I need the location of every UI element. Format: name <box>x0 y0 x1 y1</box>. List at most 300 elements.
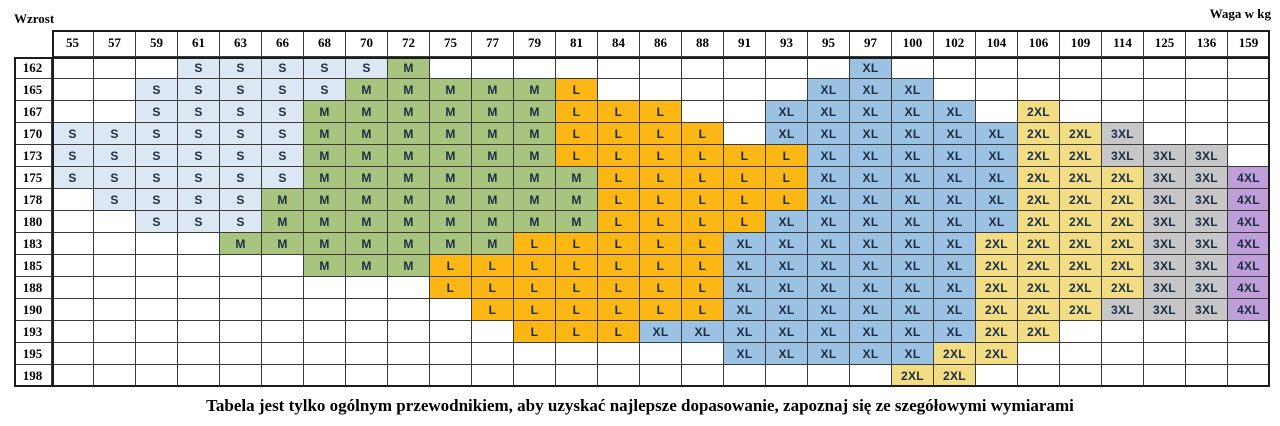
empty-cell <box>178 233 220 255</box>
weight-header-cell: 77 <box>472 30 514 57</box>
size-cell: M <box>430 167 472 189</box>
empty-cell <box>52 321 94 343</box>
size-cell: XL <box>808 255 850 277</box>
size-cell: M <box>472 211 514 233</box>
empty-cell <box>598 365 640 387</box>
size-cell: L <box>472 277 514 299</box>
empty-cell <box>52 277 94 299</box>
weight-header-cell: 159 <box>1228 30 1270 57</box>
size-cell: XL <box>976 123 1018 145</box>
empty-cell <box>178 299 220 321</box>
weight-header-cell: 104 <box>976 30 1018 57</box>
height-axis-label-line1: Wzrost <box>14 11 55 26</box>
size-cell: 3XL <box>1186 299 1228 321</box>
empty-cell <box>976 57 1018 79</box>
size-cell: S <box>94 189 136 211</box>
empty-cell <box>1102 321 1144 343</box>
size-cell: XL <box>850 101 892 123</box>
empty-cell <box>430 365 472 387</box>
size-cell: S <box>304 79 346 101</box>
weight-header-cell: 109 <box>1060 30 1102 57</box>
size-cell: M <box>388 211 430 233</box>
empty-cell <box>52 343 94 365</box>
weight-header-cell: 79 <box>514 30 556 57</box>
empty-cell <box>1102 79 1144 101</box>
empty-cell <box>304 343 346 365</box>
size-cell: 3XL <box>1186 189 1228 211</box>
empty-cell <box>556 57 598 79</box>
empty-cell <box>94 79 136 101</box>
size-cell: 2XL <box>1102 233 1144 255</box>
size-cell: XL <box>766 255 808 277</box>
size-cell: 2XL <box>1060 123 1102 145</box>
empty-cell <box>1186 365 1228 387</box>
size-cell: L <box>598 233 640 255</box>
size-cell: S <box>178 189 220 211</box>
size-cell: L <box>766 167 808 189</box>
empty-cell <box>346 343 388 365</box>
empty-cell <box>1186 79 1228 101</box>
empty-cell <box>514 343 556 365</box>
size-cell: M <box>472 101 514 123</box>
size-cell: 2XL <box>1018 145 1060 167</box>
size-cell: XL <box>976 189 1018 211</box>
empty-cell <box>262 321 304 343</box>
empty-cell <box>52 255 94 277</box>
size-cell: 2XL <box>1060 277 1102 299</box>
empty-cell <box>52 101 94 123</box>
size-chart-table <box>14 30 1270 387</box>
size-cell: 4XL <box>1228 299 1270 321</box>
size-cell: L <box>598 277 640 299</box>
height-header-cell: 175 <box>14 167 52 189</box>
size-cell: XL <box>892 299 934 321</box>
size-cell: XL <box>724 255 766 277</box>
size-cell: XL <box>892 255 934 277</box>
size-cell: M <box>388 233 430 255</box>
size-cell: XL <box>850 255 892 277</box>
size-cell: S <box>262 57 304 79</box>
empty-cell <box>52 79 94 101</box>
size-cell: M <box>388 189 430 211</box>
size-cell: M <box>388 123 430 145</box>
size-cell: S <box>346 57 388 79</box>
size-cell: L <box>640 277 682 299</box>
size-cell: M <box>346 255 388 277</box>
empty-cell <box>1060 365 1102 387</box>
size-cell: L <box>556 321 598 343</box>
size-cell: M <box>304 123 346 145</box>
size-cell: M <box>304 211 346 233</box>
size-cell: XL <box>724 233 766 255</box>
empty-cell <box>766 57 808 79</box>
size-cell: 2XL <box>1018 167 1060 189</box>
size-cell: XL <box>934 233 976 255</box>
height-header-cell: 195 <box>14 343 52 365</box>
empty-cell <box>52 211 94 233</box>
size-cell: XL <box>892 167 934 189</box>
empty-cell <box>556 343 598 365</box>
empty-cell <box>220 299 262 321</box>
size-cell: M <box>262 233 304 255</box>
empty-cell <box>1144 79 1186 101</box>
size-cell: XL <box>976 167 1018 189</box>
size-cell: 3XL <box>1144 255 1186 277</box>
size-cell: L <box>598 299 640 321</box>
empty-cell <box>808 57 850 79</box>
size-cell: XL <box>850 343 892 365</box>
size-cell: XL <box>808 167 850 189</box>
size-cell: 2XL <box>1102 167 1144 189</box>
weight-header-cell: 66 <box>262 30 304 57</box>
empty-cell <box>388 277 430 299</box>
weight-header-cell: 114 <box>1102 30 1144 57</box>
size-cell: XL <box>892 145 934 167</box>
size-cell: XL <box>850 57 892 79</box>
empty-cell <box>262 299 304 321</box>
empty-cell <box>640 57 682 79</box>
size-cell: XL <box>850 123 892 145</box>
size-cell: XL <box>766 277 808 299</box>
size-cell: M <box>388 79 430 101</box>
empty-cell <box>94 57 136 79</box>
empty-cell <box>136 233 178 255</box>
size-cell: 2XL <box>976 233 1018 255</box>
size-cell: M <box>346 101 388 123</box>
size-cell: 2XL <box>1018 321 1060 343</box>
size-cell: 2XL <box>1060 211 1102 233</box>
empty-cell <box>472 343 514 365</box>
empty-cell <box>640 343 682 365</box>
size-cell: L <box>640 211 682 233</box>
size-cell: S <box>262 79 304 101</box>
empty-cell <box>388 343 430 365</box>
size-cell: XL <box>850 145 892 167</box>
size-cell: 2XL <box>1060 299 1102 321</box>
empty-cell <box>262 365 304 387</box>
empty-cell <box>94 321 136 343</box>
size-cell: 2XL <box>1102 277 1144 299</box>
height-header-cell: 167 <box>14 101 52 123</box>
size-cell: M <box>220 233 262 255</box>
size-cell: S <box>220 101 262 123</box>
empty-cell <box>1228 321 1270 343</box>
size-cell: 2XL <box>1018 299 1060 321</box>
empty-cell <box>1228 123 1270 145</box>
empty-cell <box>178 343 220 365</box>
empty-cell <box>1018 365 1060 387</box>
empty-cell <box>892 57 934 79</box>
size-cell: 3XL <box>1186 211 1228 233</box>
size-cell: XL <box>934 277 976 299</box>
empty-cell <box>1102 365 1144 387</box>
empty-cell <box>346 299 388 321</box>
size-cell: S <box>178 79 220 101</box>
size-cell: XL <box>934 255 976 277</box>
empty-cell <box>136 277 178 299</box>
empty-cell <box>766 365 808 387</box>
size-cell: L <box>472 255 514 277</box>
weight-header-cell: 72 <box>388 30 430 57</box>
size-cell: XL <box>808 189 850 211</box>
size-cell: 2XL <box>934 343 976 365</box>
empty-cell <box>1102 343 1144 365</box>
size-cell: M <box>430 79 472 101</box>
empty-cell <box>94 277 136 299</box>
empty-cell <box>1060 101 1102 123</box>
size-cell: 3XL <box>1144 167 1186 189</box>
size-cell: 4XL <box>1228 167 1270 189</box>
size-cell: L <box>682 299 724 321</box>
size-cell: M <box>556 189 598 211</box>
size-cell: 2XL <box>1018 211 1060 233</box>
size-cell: L <box>640 255 682 277</box>
size-cell: XL <box>850 189 892 211</box>
size-cell: 4XL <box>1228 255 1270 277</box>
size-cell: XL <box>808 321 850 343</box>
size-cell: M <box>346 211 388 233</box>
size-cell: S <box>52 167 94 189</box>
weight-header-cell: 102 <box>934 30 976 57</box>
size-cell: L <box>514 299 556 321</box>
empty-cell <box>1144 57 1186 79</box>
size-cell: M <box>388 167 430 189</box>
size-cell: M <box>514 167 556 189</box>
size-cell: M <box>304 167 346 189</box>
size-cell: L <box>724 167 766 189</box>
size-cell: M <box>472 123 514 145</box>
size-cell: M <box>430 189 472 211</box>
size-cell: L <box>682 189 724 211</box>
size-cell: M <box>304 145 346 167</box>
size-cell: S <box>220 189 262 211</box>
size-cell: 2XL <box>1018 189 1060 211</box>
empty-cell <box>1060 79 1102 101</box>
size-cell: XL <box>934 145 976 167</box>
empty-cell <box>766 79 808 101</box>
size-cell: 3XL <box>1186 255 1228 277</box>
size-cell: 3XL <box>1186 277 1228 299</box>
size-cell: S <box>220 167 262 189</box>
empty-cell <box>1186 101 1228 123</box>
size-cell: L <box>640 145 682 167</box>
size-cell: L <box>598 211 640 233</box>
size-cell: XL <box>934 123 976 145</box>
size-cell: S <box>262 145 304 167</box>
size-cell: 2XL <box>1060 189 1102 211</box>
empty-cell <box>514 57 556 79</box>
size-cell: L <box>598 123 640 145</box>
empty-cell <box>1060 57 1102 79</box>
size-cell: XL <box>892 101 934 123</box>
size-cell: M <box>304 255 346 277</box>
empty-cell <box>178 365 220 387</box>
size-cell: L <box>640 101 682 123</box>
size-cell: XL <box>808 145 850 167</box>
empty-cell <box>724 79 766 101</box>
empty-cell <box>136 299 178 321</box>
empty-cell <box>1102 101 1144 123</box>
size-cell: S <box>220 57 262 79</box>
size-cell: M <box>346 167 388 189</box>
empty-cell <box>934 79 976 101</box>
empty-cell <box>178 255 220 277</box>
size-cell: L <box>430 277 472 299</box>
size-cell: S <box>220 211 262 233</box>
size-cell: M <box>346 189 388 211</box>
size-cell: S <box>220 79 262 101</box>
size-cell: L <box>682 145 724 167</box>
size-cell: XL <box>934 189 976 211</box>
empty-cell <box>1060 321 1102 343</box>
weight-header-cell: 63 <box>220 30 262 57</box>
weight-header-cell: 86 <box>640 30 682 57</box>
size-cell: XL <box>976 145 1018 167</box>
size-cell: 2XL <box>1060 233 1102 255</box>
size-cell: M <box>346 233 388 255</box>
empty-cell <box>1228 79 1270 101</box>
size-cell: XL <box>934 101 976 123</box>
empty-cell <box>682 79 724 101</box>
size-cell: M <box>304 101 346 123</box>
weight-header-cell: 100 <box>892 30 934 57</box>
empty-cell <box>1228 101 1270 123</box>
size-cell: 2XL <box>892 365 934 387</box>
height-header-cell: 193 <box>14 321 52 343</box>
weight-header-cell: 106 <box>1018 30 1060 57</box>
size-cell: S <box>262 167 304 189</box>
size-cell: S <box>136 79 178 101</box>
size-cell: M <box>514 79 556 101</box>
empty-cell <box>304 365 346 387</box>
size-cell: L <box>556 79 598 101</box>
height-header-cell: 170 <box>14 123 52 145</box>
size-cell: L <box>682 277 724 299</box>
empty-cell <box>52 365 94 387</box>
empty-cell <box>598 57 640 79</box>
size-cell: S <box>178 101 220 123</box>
empty-cell <box>346 321 388 343</box>
size-cell: M <box>430 123 472 145</box>
size-cell: 4XL <box>1228 233 1270 255</box>
empty-cell <box>976 79 1018 101</box>
size-cell: S <box>136 123 178 145</box>
empty-cell <box>304 299 346 321</box>
size-cell: S <box>178 57 220 79</box>
empty-cell <box>640 79 682 101</box>
size-cell: L <box>766 189 808 211</box>
height-header-cell: 198 <box>14 365 52 387</box>
empty-cell <box>724 365 766 387</box>
size-cell: L <box>556 277 598 299</box>
size-cell: M <box>514 189 556 211</box>
size-cell: 2XL <box>976 299 1018 321</box>
size-cell: 2XL <box>1018 255 1060 277</box>
height-header-cell: 180 <box>14 211 52 233</box>
height-header-cell: 178 <box>14 189 52 211</box>
weight-header-cell: 125 <box>1144 30 1186 57</box>
weight-header-cell: 55 <box>52 30 94 57</box>
size-cell: S <box>178 123 220 145</box>
size-cell: L <box>682 255 724 277</box>
size-cell: L <box>514 321 556 343</box>
empty-cell <box>52 233 94 255</box>
size-cell: L <box>682 123 724 145</box>
empty-cell <box>220 365 262 387</box>
empty-cell <box>430 343 472 365</box>
empty-cell <box>1144 343 1186 365</box>
height-header-cell: 183 <box>14 233 52 255</box>
empty-cell <box>1018 57 1060 79</box>
size-cell: 2XL <box>1018 233 1060 255</box>
size-cell: L <box>514 277 556 299</box>
size-cell: M <box>430 101 472 123</box>
size-cell: M <box>430 211 472 233</box>
size-cell: M <box>388 145 430 167</box>
size-cell: M <box>304 233 346 255</box>
height-header-cell: 173 <box>14 145 52 167</box>
empty-cell <box>724 123 766 145</box>
empty-cell <box>430 57 472 79</box>
size-cell: XL <box>766 233 808 255</box>
size-cell: S <box>94 123 136 145</box>
empty-cell <box>430 321 472 343</box>
height-header-cell: 188 <box>14 277 52 299</box>
empty-cell <box>682 57 724 79</box>
size-cell: M <box>346 79 388 101</box>
weight-header-cell: 88 <box>682 30 724 57</box>
size-cell: M <box>304 189 346 211</box>
empty-cell <box>1228 343 1270 365</box>
size-cell: 4XL <box>1228 211 1270 233</box>
empty-cell <box>52 57 94 79</box>
empty-cell <box>136 255 178 277</box>
empty-cell <box>94 255 136 277</box>
empty-cell <box>1186 343 1228 365</box>
size-cell: 3XL <box>1144 277 1186 299</box>
size-cell: S <box>262 123 304 145</box>
size-cell: S <box>304 57 346 79</box>
height-header-cell: 165 <box>14 79 52 101</box>
empty-cell <box>262 255 304 277</box>
empty-cell <box>1228 365 1270 387</box>
empty-cell <box>178 321 220 343</box>
size-cell: S <box>52 145 94 167</box>
size-cell: S <box>178 167 220 189</box>
size-cell: L <box>514 233 556 255</box>
size-cell: M <box>388 255 430 277</box>
size-cell: 3XL <box>1144 189 1186 211</box>
size-cell: 3XL <box>1102 145 1144 167</box>
empty-cell <box>262 277 304 299</box>
empty-cell <box>1144 365 1186 387</box>
size-cell: 2XL <box>1060 145 1102 167</box>
size-cell: M <box>556 211 598 233</box>
size-cell: M <box>514 123 556 145</box>
size-cell: XL <box>808 79 850 101</box>
size-cell: 2XL <box>1102 189 1144 211</box>
size-cell: L <box>598 145 640 167</box>
size-cell: S <box>136 189 178 211</box>
size-cell: L <box>598 167 640 189</box>
size-cell: M <box>262 189 304 211</box>
size-cell: M <box>346 145 388 167</box>
size-cell: L <box>556 233 598 255</box>
size-cell: 3XL <box>1144 299 1186 321</box>
size-cell: XL <box>892 211 934 233</box>
empty-cell <box>472 57 514 79</box>
size-cell: L <box>766 145 808 167</box>
